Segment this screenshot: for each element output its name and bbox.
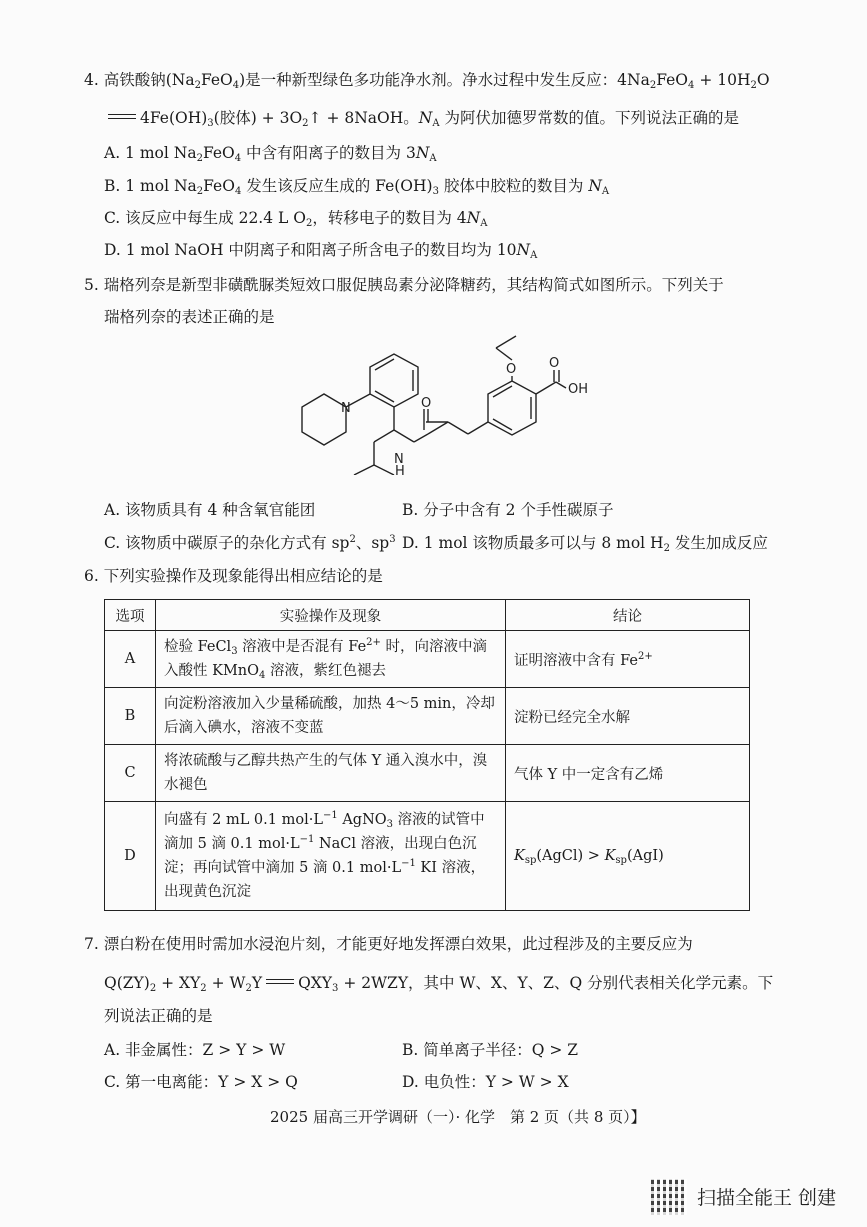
q4-option-b: B. 1 mol $Na_2FeO_4$ 发生该反应生成的 $Fe(OH)_3$ 胶体中胶粒的数目为 $N_A$ [104, 177, 610, 197]
q5-option-d: D. 1 mol 该物质最多可以与 8 mol $H_2$ 发生加成反应 [402, 534, 768, 554]
q4-option-c: C. 该反应中每生成 22.4 L $O_2$，转移电子的数目为 $4N_A$ [104, 209, 488, 229]
header-conclusion: 结论 [506, 600, 750, 631]
row-d-option: D [105, 802, 156, 911]
row-c-operation: 将浓硫酸与乙醇共热产生的气体 Y 通入溴水中，溴水褪色 [156, 745, 506, 802]
table-row [105, 688, 750, 745]
table-row [105, 631, 750, 688]
row-d-operation: 向盛有 2 mL 0.1 $mol\cdot L^{-1}$ AgNO$_3$ 溶液的试管中滴加 5 滴 0.1 $mol\cdot L^{-1}$ NaCl 溶液，出现白色沉淀；再向试管中滴加 5 滴 0.1 $mol\cdot L^{-1}$ KI 溶液，出现黄色沉淀 [156, 802, 506, 911]
equal-sign-icon [108, 114, 136, 119]
q5-number: 5. [84, 276, 99, 294]
q5-stem-line2: 瑞格列奈的表述正确的是 [104, 308, 275, 326]
label-o-ether: O [506, 362, 517, 377]
scanner-watermark [651, 1175, 861, 1215]
q6-number: 6. [84, 567, 99, 585]
label-n-amide: N [394, 452, 404, 467]
q7-number: 7. [84, 935, 99, 953]
q7-option-d: D. 电负性：Y > W > X [402, 1073, 569, 1091]
row-c-conclusion: 气体 Y 中一定含有乙烯 [506, 745, 750, 802]
header-option: 选项 [105, 600, 156, 631]
q7-stem-line1 [84, 932, 693, 954]
q7-option-a: A. 非金属性：Z > Y > W [104, 1041, 286, 1059]
label-oh: OH [568, 382, 589, 397]
label-o-acid: O [549, 356, 560, 371]
q5-stem-text: 瑞格列奈是新型非磺酰脲类短效口服促胰岛素分泌降糖药，其结构简式如图所示。下列关于 [103, 276, 724, 294]
header-operation: 实验操作及现象 [156, 600, 506, 631]
row-a-conclusion: 证明溶液中含有 $Fe^{2+}$ [506, 631, 750, 688]
row-b-conclusion: 淀粉已经完全水解 [506, 688, 750, 745]
label-n-piperidine: N [341, 401, 351, 416]
q4-stem-line2: $4Fe(OH)_3$(胶体) + $3O_2↑$ + 8NaOH。$N_A$ 为阿伏加德罗常数的值。下列说法正确的是 [104, 106, 739, 128]
label-o-carbonyl: O [421, 396, 432, 411]
row-b-operation: 向淀粉溶液加入少量稀硫酸，加热 4～5 min，冷却后滴入碘水，溶液不变蓝 [156, 688, 506, 745]
q7-stem-text: 漂白粉在使用时需加水浸泡片刻，才能更好地发挥漂白效果，此过程涉及的主要反应为 [103, 935, 693, 953]
label-h-amide: H [395, 464, 405, 475]
scanner-label: 扫描全能王 创建 [697, 1187, 837, 1209]
row-a-option: A [105, 631, 156, 688]
q4-option-a: A. 1 mol $Na_2FeO_4$ 中含有阳离子的数目为 $3N_A$ [104, 144, 437, 164]
q6-stem [84, 564, 383, 586]
q7-option-c: C. 第一电离能：Y > X > Q [104, 1073, 298, 1091]
repaglinide-structure-diagram [290, 330, 600, 475]
table-row [105, 802, 750, 911]
q4-stem-line1: 4. 高铁酸钠$(Na_2FeO_4)$是一种新型绿色多功能净水剂。净水过程中发生反应：$4Na_2FeO_4 + 10H_2O$ [84, 71, 770, 91]
table-row [105, 745, 750, 802]
q7-stem-line3: 列说法正确的是 [104, 1007, 213, 1025]
q5-option-a: A. 该物质具有 4 种含氧官能团 [104, 501, 316, 519]
q4-number: 4. [84, 71, 99, 89]
q5-option-b: B. 分子中含有 2 个手性碳原子 [402, 501, 614, 519]
table-header-row [105, 600, 750, 631]
row-a-operation: 检验 FeCl$_3$ 溶液中是否混有 $Fe^{2+}$ 时，向溶液中滴入酸性 KMnO$_4$ 溶液，紫红色褪去 [156, 631, 506, 688]
q5-stem-line1 [84, 273, 724, 295]
q6-stem-text: 下列实验操作及现象能得出相应结论的是 [103, 567, 383, 585]
row-c-option: C [105, 745, 156, 802]
q4-option-d: D. 1 mol NaOH 中阴离子和阳离子所含电子的数目均为 $10N_A$ [104, 241, 538, 261]
row-b-option: B [105, 688, 156, 745]
q7-stem-line2: $Q(ZY)_2 + XY_2 + W_2Y$ $QXY_3 + 2WZY$，其中 W、X、Y、Z、Q 分别代表相关化学元素。下 [104, 974, 774, 994]
row-d-conclusion: $K_{sp}(AgCl) > K_{sp}(AgI)$ [506, 802, 750, 911]
qr-code-icon [651, 1179, 687, 1215]
experiment-table [104, 599, 750, 911]
page-footer: 2025 届高三开学调研（一）· 化学 第 2 页（共 8 页）】 [270, 1108, 646, 1126]
equal-sign-icon [266, 979, 294, 984]
q5-option-c: C. 该物质中碳原子的杂化方式有 $sp^2$、$sp^3$ [104, 534, 396, 552]
q7-option-b: B. 简单离子半径：Q > Z [402, 1041, 579, 1059]
